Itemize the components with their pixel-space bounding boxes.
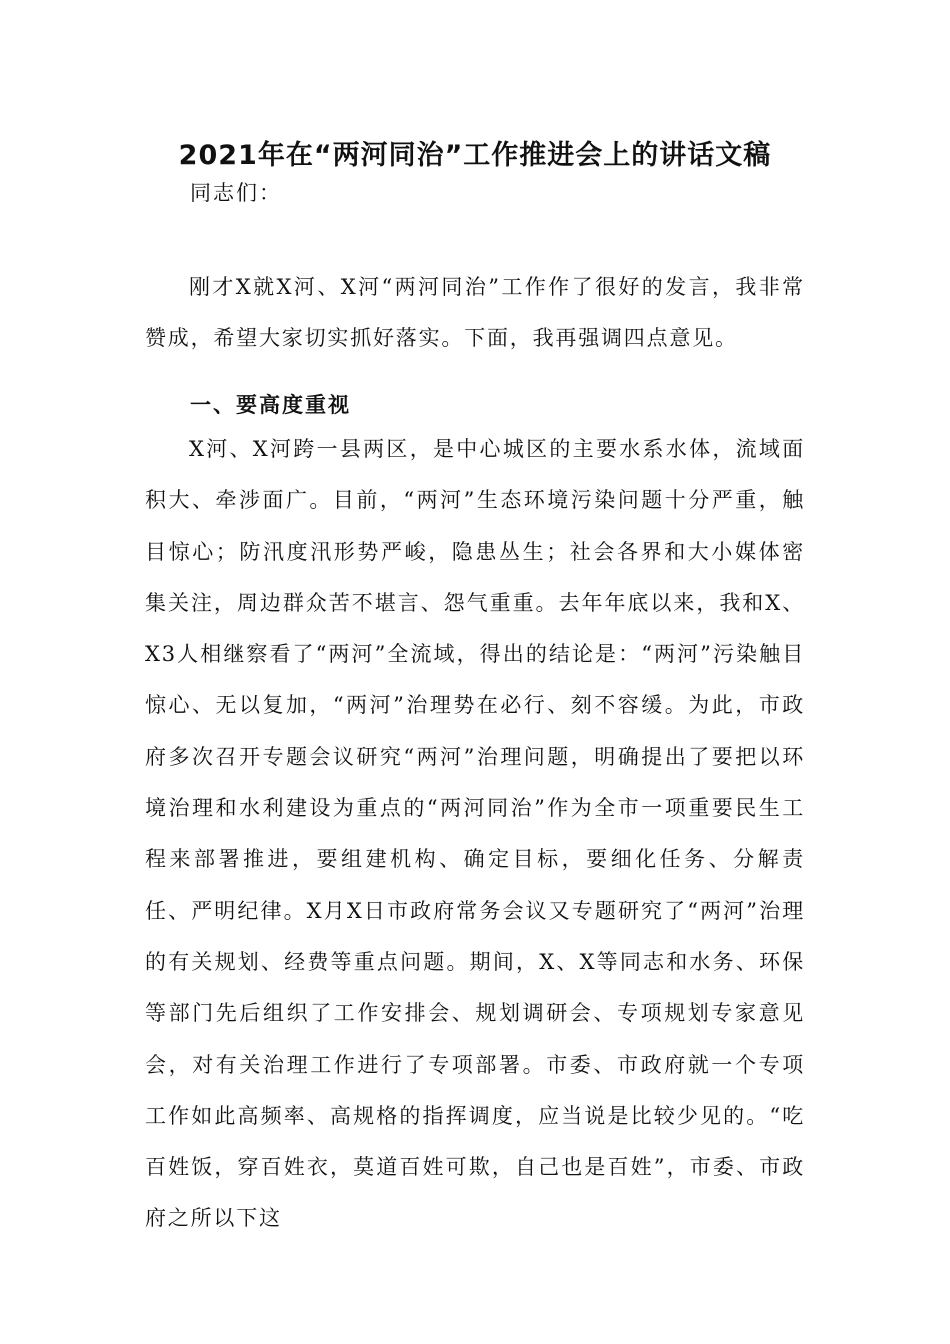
salutation: 同志们： [190,181,282,205]
document-title: 2021年在“两河同治”工作推进会上的讲话文稿 [178,140,772,171]
section-1-paragraph: X河、X河跨一县两区，是中心城区的主要水系水体，流域面积大、牵涉面广。目前，“两河”生态环境污染问题十分严重，触目惊心；防汛度汛形势严峻，隐患丛生；社会各界和大小媒体密集关注，周边群众苦不堪言、怨气重重。去年年底以来，我和X、X3人相继察看了“两河”全流域，得出的结论是：“两河”污染触目惊心、无以复加，“两河”治理势在必行、刻不容缓。为此，市政府多次召开专题会议研究“两河”治理问题，明确提出了要把以环境治理和水利建设为重点的“两河同治”作为全市一项重要民生工程来部署推进，要组建机构、确定目标，要细化任务、分解责任、严明纪律。X月X日市政府常务会议又专题研究了“两河”治理的有关规划、经费等重点问题。期间，X、X等同志和水务、环保等部门先后组织了工作安排会、规划调研会、专项规划专家意见会，对有关治理工作进行了专项部署。市委、市政府就一个专项工作如此高频率、高规格的指挥调度，应当说是比较少见的。“吃百姓饭，穿百姓衣，莫道百姓可欺，自己也是百姓”，市委、市政府之所以下这 [145,437,805,1231]
intro-paragraph: 刚才X就X河、X河“两河同治”工作作了很好的发言，我非常赞成，希望大家切实抓好落实。下面，我再强调四点意见。 [145,275,805,351]
section-heading-1: 一、要高度重视 [190,393,351,417]
